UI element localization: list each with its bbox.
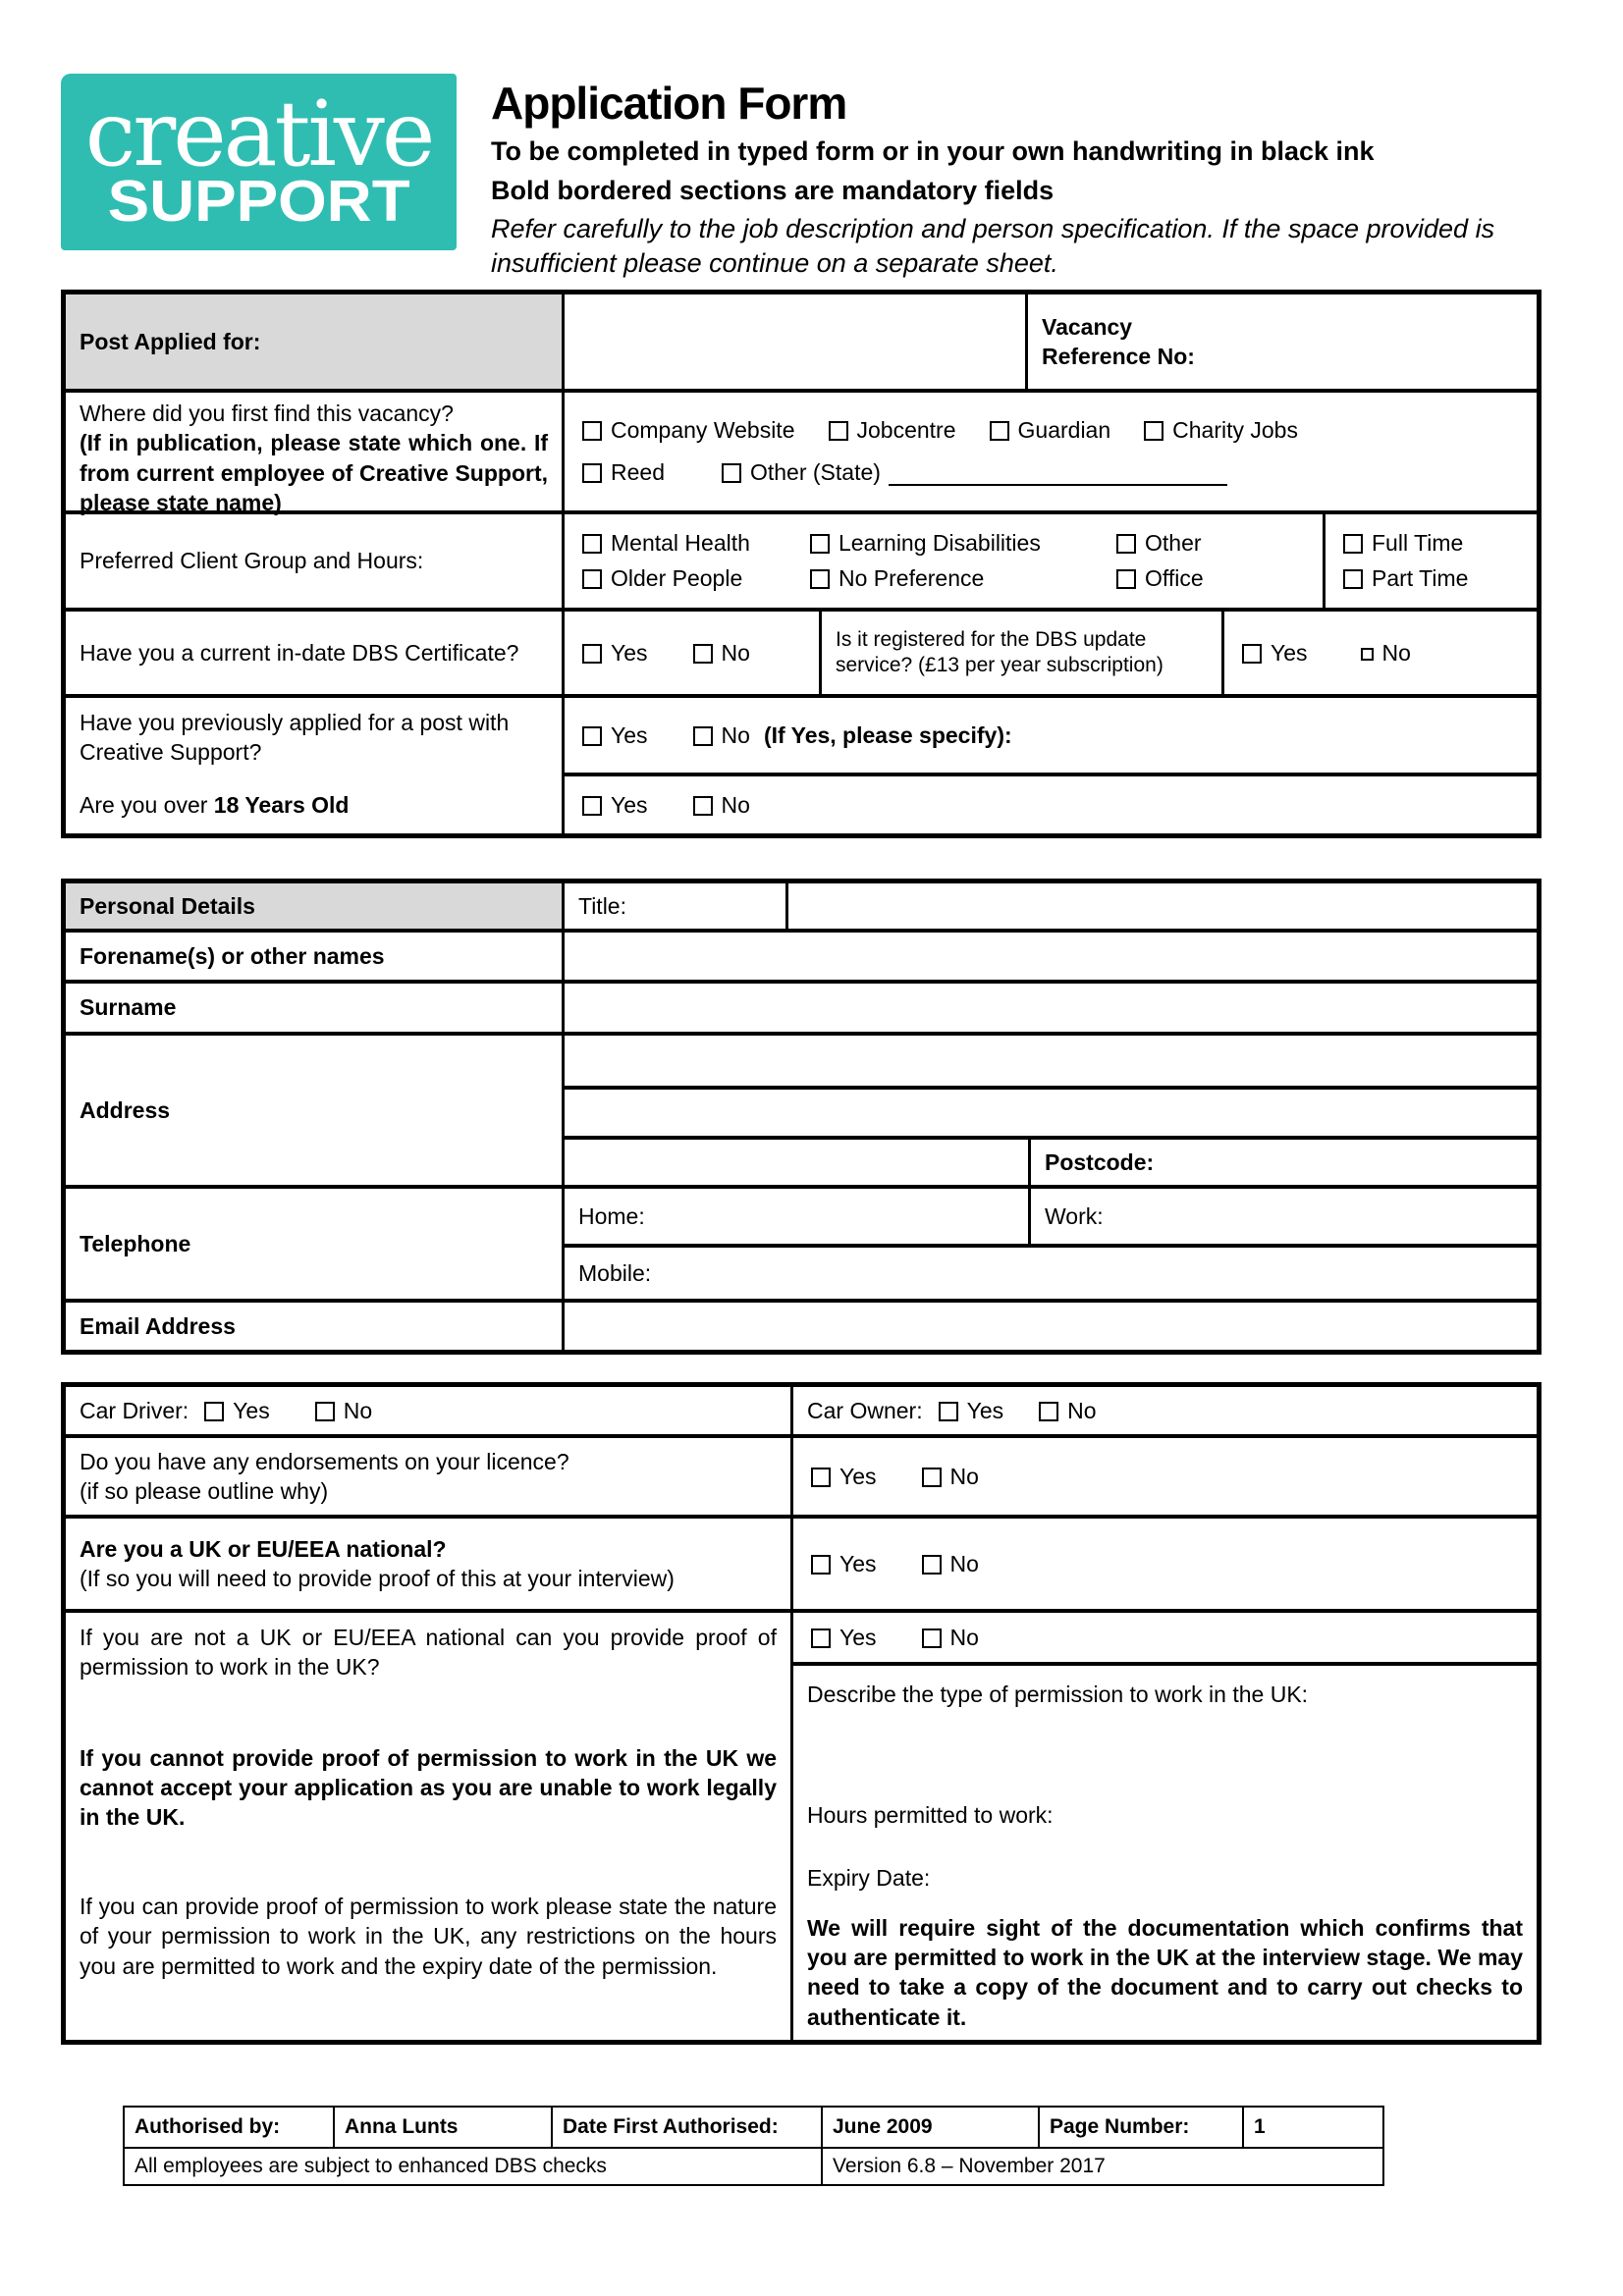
dbs-question: Have you a current in-date DBS Certificate? — [80, 639, 519, 666]
telephone-label: Telephone — [80, 1230, 191, 1256]
title-label: Title: — [578, 892, 626, 919]
checkbox-dbs-update-yes[interactable] — [1242, 644, 1262, 664]
vacancy-reference-label: Vacancy Reference No: — [1042, 313, 1195, 369]
checkbox-reed[interactable] — [582, 463, 602, 483]
checkbox-uk-national-no[interactable] — [922, 1555, 942, 1575]
address-line-1-input[interactable] — [565, 1036, 1537, 1086]
title-input[interactable] — [562, 883, 785, 929]
dbs-checks-note: All employees are subject to enhanced DBS checks — [135, 2155, 607, 2177]
header-block — [491, 77, 1561, 281]
over-18-answer: Yes No — [565, 776, 1537, 833]
checkbox-full-time[interactable] — [1343, 534, 1363, 554]
documentation-sight-statement: We will require sight of the documentation which confirms that you are permitted to work in the UK at the interview stage. We may need to take a copy of the document and to carry out checks to authenticate it. — [807, 1914, 1523, 2030]
permission-to-work-text — [66, 1613, 790, 2040]
personal-details-header: Personal Details — [66, 883, 562, 929]
instruction-line-3: Refer carefully to the job description and person specification. If the space provided is insufficient please continue on a separate sheet. — [491, 213, 1495, 278]
prev-specify-note: (If Yes, please specify): — [763, 721, 1012, 748]
previous-application-answer[interactable]: Yes No (If Yes, please specify): — [565, 698, 1537, 773]
checkbox-older-people[interactable] — [582, 569, 602, 589]
logo-word-support: SUPPORT — [107, 168, 410, 234]
hours-options: Full Time Part Time — [1323, 514, 1537, 608]
checkbox-guardian[interactable] — [990, 421, 1009, 441]
dbs-update-question: Is it registered for the DBS update service? (£13 per year subscription) — [819, 612, 1221, 694]
checkbox-mental-health[interactable] — [582, 534, 602, 554]
post-applied-input[interactable] — [562, 294, 1025, 389]
forename-label: Forename(s) or other names — [80, 942, 385, 969]
checkbox-company-website[interactable] — [582, 421, 602, 441]
creative-support-logo — [61, 74, 457, 250]
checkbox-other-state[interactable] — [722, 463, 741, 483]
uk-national-answer: Yes No — [790, 1519, 1537, 1609]
surname-label: Surname — [80, 994, 177, 1021]
can-provide-proof-statement: If you can provide proof of permission to work please state the nature of your permission to work in the UK, any restrictions on the hours you are permitted to work and the expiry date of the permission. — [80, 1893, 777, 1979]
home-label: Home: — [578, 1202, 645, 1229]
checkbox-car-driver-yes[interactable] — [204, 1402, 224, 1421]
vacancy-section-table — [61, 290, 1542, 838]
address-label: Address — [80, 1096, 171, 1123]
logo-word-creative: creative — [84, 81, 433, 187]
personal-details-table — [61, 879, 1542, 1355]
over-18-question: Are you over 18 Years Old — [80, 791, 350, 818]
checkbox-part-time[interactable] — [1343, 569, 1363, 589]
checkbox-jobcentre[interactable] — [829, 421, 848, 441]
post-applied-label: Post Applied for: — [66, 294, 562, 389]
checkbox-prev-applied-yes[interactable] — [582, 726, 602, 746]
address-line-2-input[interactable] — [565, 1090, 1537, 1136]
checkbox-permission-yes[interactable] — [811, 1629, 831, 1648]
checkbox-other[interactable] — [1116, 534, 1136, 554]
checkbox-endorsements-yes[interactable] — [811, 1468, 831, 1487]
other-state-input[interactable] — [889, 460, 1227, 486]
endorsements-question: Do you have any endorsements on your licence? (if so please outline why) — [80, 1448, 569, 1504]
checkbox-uk-national-yes[interactable] — [811, 1555, 831, 1575]
page-number-label: Page Number: — [1038, 2108, 1242, 2147]
vacancy-reference-input[interactable] — [1025, 294, 1537, 389]
dbs-update-yes-no: Yes No — [1221, 612, 1537, 694]
uk-national-question: Are you a UK or EU/EEA national? (If so you will need to provide proof of this at your interview) — [80, 1535, 675, 1591]
surname-input[interactable] — [562, 984, 1537, 1032]
car-driver-row: Car Driver: Yes No — [66, 1387, 790, 1434]
eligibility-table — [61, 1382, 1542, 2045]
not-uk-question: If you are not a UK or EU/EEA national can you provide proof of permission to work in the UK? — [80, 1625, 777, 1681]
checkbox-car-driver-no[interactable] — [315, 1402, 335, 1421]
expiry-date-label: Expiry Date: — [807, 1865, 931, 1892]
version-note: Version 6.8 – November 2017 — [821, 2149, 1382, 2184]
checkbox-prev-applied-no[interactable] — [693, 726, 713, 746]
checkbox-over-18-no[interactable] — [693, 796, 713, 816]
car-driver-label: Car Driver: — [80, 1397, 189, 1423]
checkbox-dbs-no[interactable] — [693, 644, 713, 664]
find-vacancy-options: Company Website Jobcentre Guardian Charity Jobs Reed Other (State) — [562, 393, 1537, 510]
car-owner-label: Car Owner: — [807, 1397, 923, 1423]
date-first-authorised-label: Date First Authorised: — [551, 2108, 821, 2147]
date-first-authorised-value: June 2009 — [821, 2108, 1038, 2147]
forename-input[interactable] — [562, 933, 1537, 980]
client-group-label: Preferred Client Group and Hours: — [80, 548, 424, 574]
checkbox-car-owner-no[interactable] — [1039, 1402, 1058, 1421]
permission-details-input[interactable] — [793, 1666, 1537, 2040]
postcode-label: Postcode: — [1045, 1148, 1155, 1175]
client-group-options: Mental Health Learning Disabilities Other Older People No Preference Office — [562, 514, 1323, 608]
postcode-input[interactable] — [1028, 1140, 1537, 1185]
permission-answer: Yes No — [793, 1613, 1537, 1662]
authorised-by-label: Authorised by: — [135, 2115, 281, 2138]
previous-application-question: Have you previously applied for a post with Creative Support? — [80, 710, 510, 766]
home-phone-input[interactable] — [565, 1189, 1028, 1244]
title-value-input[interactable] — [785, 883, 1537, 929]
instruction-line-2: Bold bordered sections are mandatory fields — [491, 175, 1055, 205]
previous-application-and-age-labels — [66, 698, 562, 833]
checkbox-dbs-update-no[interactable] — [1361, 648, 1374, 661]
endorsements-answer: Yes No — [790, 1438, 1537, 1515]
email-input[interactable] — [562, 1303, 1537, 1350]
checkbox-car-owner-yes[interactable] — [939, 1402, 958, 1421]
address-line-3-input[interactable] — [565, 1140, 1028, 1185]
checkbox-dbs-yes[interactable] — [582, 644, 602, 664]
email-label: Email Address — [80, 1312, 236, 1339]
find-vacancy-question: Where did you first find this vacancy? (If in publication, please state which one. If from current employee of Creative Support, please state name) — [80, 400, 548, 516]
checkbox-charity-jobs[interactable] — [1144, 421, 1163, 441]
authorised-by-value: Anna Lunts — [333, 2108, 551, 2147]
checkbox-learning-disabilities[interactable] — [810, 534, 830, 554]
mobile-label: Mobile: — [578, 1259, 652, 1286]
page-title: Application Form — [491, 78, 847, 129]
mobile-phone-input[interactable] — [565, 1248, 1537, 1299]
work-phone-input[interactable] — [1028, 1189, 1537, 1244]
authorisation-footer-table — [123, 2106, 1384, 2186]
checkbox-office[interactable] — [1116, 569, 1136, 589]
instruction-line-1: To be completed in typed form or in your own handwriting in black ink — [491, 136, 1375, 166]
checkbox-permission-no[interactable] — [922, 1629, 942, 1648]
cannot-provide-proof-statement: If you cannot provide proof of permission to work in the UK we cannot accept your application as you are unable to work legally in the UK. — [80, 1744, 777, 1831]
checkbox-endorsements-no[interactable] — [922, 1468, 942, 1487]
checkbox-over-18-yes[interactable] — [582, 796, 602, 816]
page-number-value: 1 — [1242, 2108, 1382, 2147]
car-owner-row: Car Owner: Yes No — [790, 1387, 1537, 1434]
hours-permitted-label: Hours permitted to work: — [807, 1801, 1054, 1828]
work-label: Work: — [1045, 1202, 1104, 1229]
describe-permission-label: Describe the type of permission to work in the UK: — [807, 1682, 1309, 1708]
checkbox-no-preference[interactable] — [810, 569, 830, 589]
dbs-yes-no: Yes No — [562, 612, 819, 694]
